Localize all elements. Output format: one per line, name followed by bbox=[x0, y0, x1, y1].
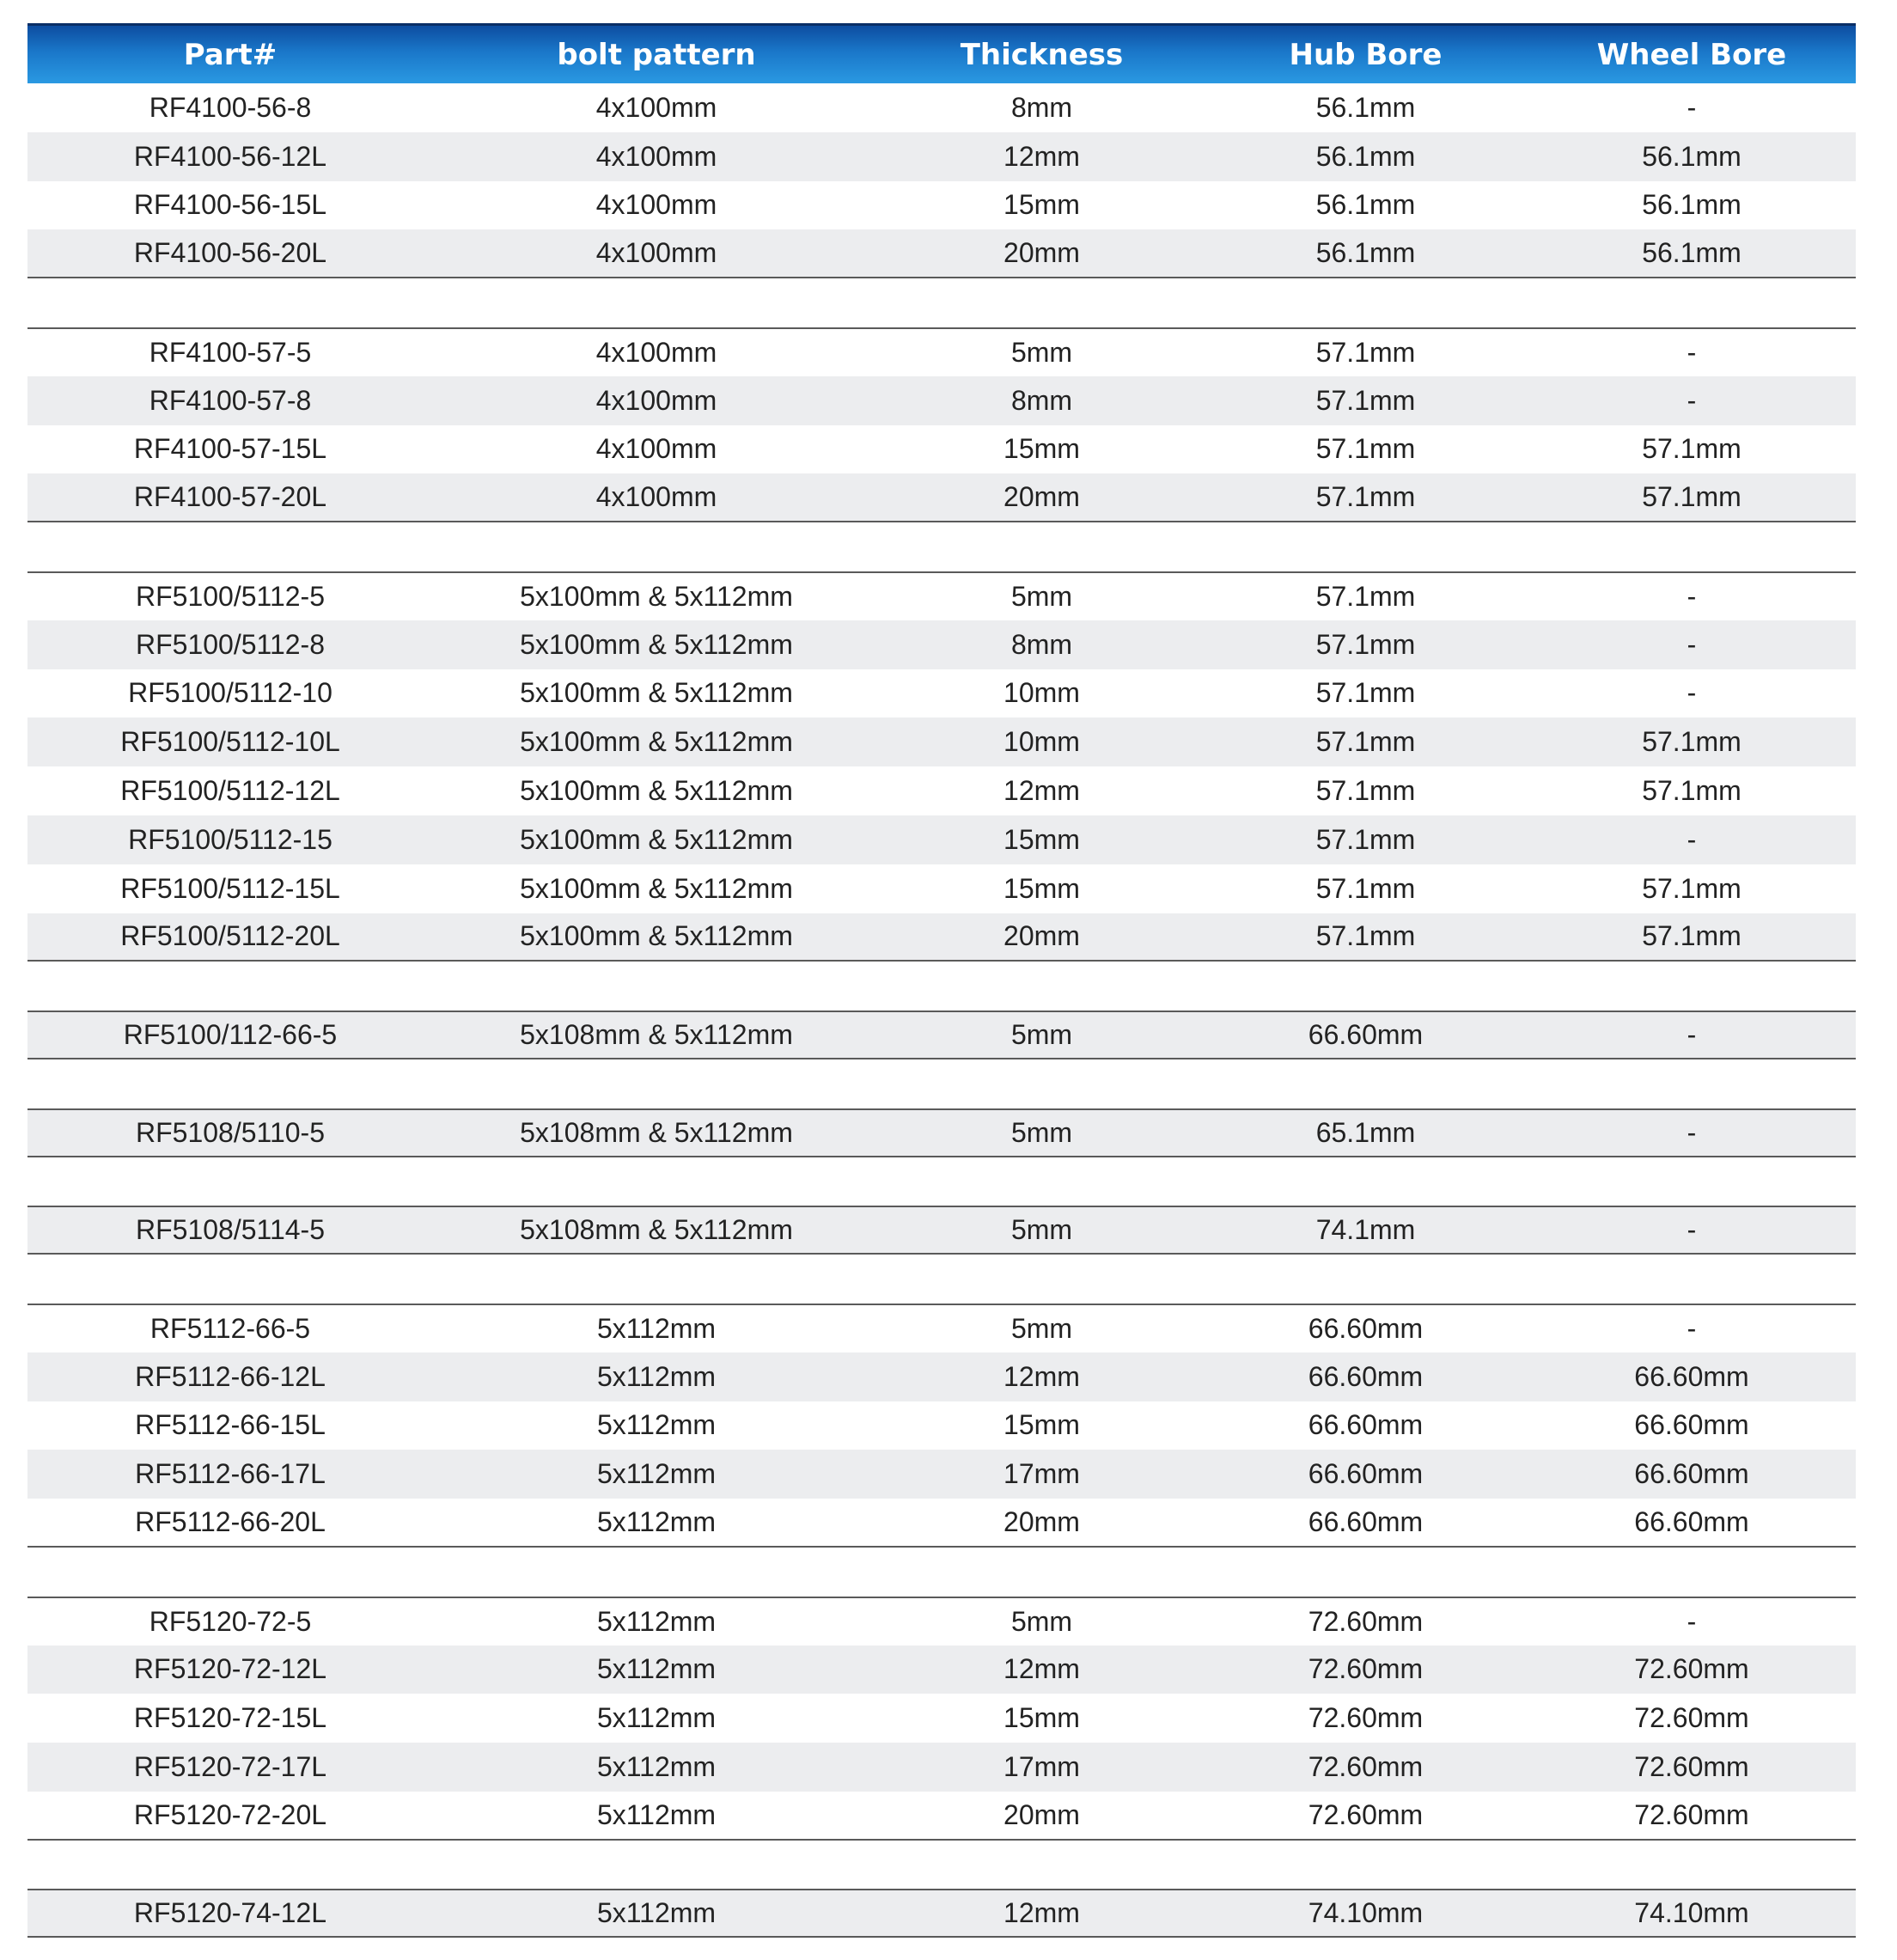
cell-part: RF4100-56-15L bbox=[133, 189, 327, 221]
group-separator bbox=[27, 1548, 1856, 1597]
cell-hub-bore: 56.1mm bbox=[1315, 91, 1416, 123]
table-row bbox=[27, 327, 1856, 376]
cell-bolt-pattern: 5x112mm bbox=[596, 1458, 717, 1490]
table-row bbox=[27, 913, 1856, 962]
cell-wheel-bore: 72.60mm bbox=[1634, 1750, 1749, 1782]
cell-bolt-pattern: 5x112mm bbox=[596, 1798, 717, 1830]
table-row bbox=[27, 132, 1856, 181]
cell-bolt-pattern: 5x108mm & 5x112mm bbox=[520, 1116, 793, 1148]
cell-hub-bore: 66.60mm bbox=[1308, 1312, 1424, 1344]
column-header-wheel-bore: Wheel Bore bbox=[1596, 37, 1787, 72]
cell-bolt-pattern: 4x100mm bbox=[595, 384, 717, 416]
cell-bolt-pattern: 5x100mm & 5x112mm bbox=[520, 726, 793, 758]
cell-part: RF5100/5112-15L bbox=[120, 872, 340, 904]
cell-thickness: 15mm bbox=[1003, 872, 1080, 904]
table-row bbox=[27, 864, 1856, 913]
table-row bbox=[27, 1694, 1856, 1743]
cell-wheel-bore: - bbox=[1687, 1312, 1697, 1344]
cell-part: RF4100-57-20L bbox=[133, 481, 327, 513]
cell-bolt-pattern: 5x112mm bbox=[596, 1605, 717, 1637]
cell-bolt-pattern: 5x100mm & 5x112mm bbox=[520, 580, 793, 612]
cell-thickness: 5mm bbox=[1010, 1312, 1073, 1344]
cell-hub-bore: 57.1mm bbox=[1315, 433, 1416, 465]
cell-bolt-pattern: 4x100mm bbox=[595, 481, 717, 513]
cell-wheel-bore: - bbox=[1687, 1116, 1697, 1148]
cell-thickness: 15mm bbox=[1003, 189, 1080, 221]
cell-thickness: 15mm bbox=[1003, 1409, 1080, 1441]
cell-part: RF5112-66-15L bbox=[135, 1409, 326, 1441]
table-row bbox=[27, 376, 1856, 425]
cell-part: RF5100/5112-15 bbox=[128, 823, 332, 855]
cell-part: RF5100/5112-10 bbox=[128, 677, 332, 709]
cell-bolt-pattern: 5x112mm bbox=[596, 1653, 717, 1685]
cell-wheel-bore: 57.1mm bbox=[1642, 872, 1741, 904]
cell-hub-bore: 57.1mm bbox=[1315, 677, 1416, 709]
table-row bbox=[27, 669, 1856, 718]
column-header-bolt-pattern: bolt pattern bbox=[557, 37, 756, 72]
cell-thickness: 5mm bbox=[1010, 1214, 1073, 1246]
cell-bolt-pattern: 5x112mm bbox=[596, 1702, 717, 1734]
cell-wheel-bore: - bbox=[1687, 677, 1697, 709]
cell-wheel-bore: 57.1mm bbox=[1642, 775, 1741, 807]
cell-bolt-pattern: 4x100mm bbox=[595, 336, 717, 368]
cell-part: RF5112-66-20L bbox=[135, 1506, 326, 1537]
cell-hub-bore: 72.60mm bbox=[1308, 1605, 1424, 1637]
cell-thickness: 17mm bbox=[1003, 1750, 1080, 1782]
table-row bbox=[27, 1792, 1856, 1841]
cell-part: RF5112-66-5 bbox=[149, 1312, 311, 1344]
cell-bolt-pattern: 5x108mm & 5x112mm bbox=[520, 1214, 793, 1246]
table-row bbox=[27, 1743, 1856, 1792]
cell-hub-bore: 56.1mm bbox=[1315, 140, 1416, 172]
cell-wheel-bore: 56.1mm bbox=[1642, 237, 1741, 269]
cell-bolt-pattern: 4x100mm bbox=[595, 140, 717, 172]
table-row bbox=[27, 1401, 1856, 1450]
cell-thickness: 12mm bbox=[1003, 1897, 1080, 1929]
cell-bolt-pattern: 4x100mm bbox=[595, 237, 717, 269]
cell-part: RF5100/5112-8 bbox=[136, 628, 325, 660]
cell-thickness: 12mm bbox=[1003, 140, 1080, 172]
cell-part: RF5100/5112-5 bbox=[136, 580, 325, 612]
table-row bbox=[27, 181, 1856, 230]
cell-bolt-pattern: 5x112mm bbox=[596, 1750, 717, 1782]
cell-thickness: 10mm bbox=[1003, 726, 1080, 758]
cell-wheel-bore: - bbox=[1687, 384, 1697, 416]
cell-part: RF5108/5114-5 bbox=[136, 1214, 325, 1246]
cell-wheel-bore: 72.60mm bbox=[1634, 1653, 1749, 1685]
cell-bolt-pattern: 5x100mm & 5x112mm bbox=[520, 628, 793, 660]
group-separator bbox=[27, 1841, 1856, 1890]
cell-hub-bore: 72.60mm bbox=[1308, 1798, 1424, 1830]
cell-thickness: 5mm bbox=[1010, 1605, 1073, 1637]
cell-hub-bore: 57.1mm bbox=[1315, 580, 1416, 612]
cell-wheel-bore: 57.1mm bbox=[1642, 433, 1741, 465]
cell-bolt-pattern: 4x100mm bbox=[595, 189, 717, 221]
group-separator bbox=[27, 522, 1856, 571]
table-row bbox=[27, 1108, 1856, 1157]
cell-thickness: 5mm bbox=[1010, 1116, 1073, 1148]
cell-thickness: 12mm bbox=[1003, 1360, 1080, 1392]
cell-part: RF5100/5112-20L bbox=[120, 920, 340, 952]
cell-hub-bore: 66.60mm bbox=[1308, 1409, 1424, 1441]
cell-bolt-pattern: 5x112mm bbox=[596, 1506, 717, 1537]
table-row bbox=[27, 766, 1856, 815]
cell-hub-bore: 57.1mm bbox=[1315, 726, 1416, 758]
cell-part: RF4100-57-15L bbox=[133, 433, 327, 465]
table-row bbox=[27, 1499, 1856, 1548]
cell-bolt-pattern: 5x100mm & 5x112mm bbox=[520, 677, 793, 709]
cell-wheel-bore: - bbox=[1687, 1214, 1697, 1246]
cell-hub-bore: 66.60mm bbox=[1308, 1458, 1424, 1490]
table-row bbox=[27, 229, 1856, 278]
cell-part: RF5120-72-12L bbox=[133, 1653, 327, 1685]
cell-part: RF5120-72-17L bbox=[133, 1750, 327, 1782]
table-row bbox=[27, 1206, 1856, 1255]
cell-thickness: 5mm bbox=[1010, 580, 1073, 612]
cell-wheel-bore: 56.1mm bbox=[1642, 140, 1741, 172]
cell-wheel-bore: 66.60mm bbox=[1634, 1360, 1749, 1392]
table-row bbox=[27, 1646, 1856, 1694]
table-row bbox=[27, 1889, 1856, 1938]
table-row bbox=[27, 717, 1856, 766]
cell-wheel-bore: - bbox=[1687, 336, 1697, 368]
table-header bbox=[27, 23, 1856, 83]
cell-hub-bore: 72.60mm bbox=[1308, 1750, 1424, 1782]
group-separator bbox=[27, 1255, 1856, 1304]
table-row bbox=[27, 1352, 1856, 1401]
cell-wheel-bore: 66.60mm bbox=[1634, 1506, 1749, 1537]
cell-bolt-pattern: 5x100mm & 5x112mm bbox=[520, 823, 793, 855]
cell-wheel-bore: - bbox=[1687, 1019, 1697, 1051]
cell-hub-bore: 57.1mm bbox=[1315, 336, 1416, 368]
cell-hub-bore: 74.1mm bbox=[1315, 1214, 1416, 1246]
cell-wheel-bore: - bbox=[1687, 1605, 1697, 1637]
cell-thickness: 8mm bbox=[1010, 384, 1073, 416]
cell-thickness: 20mm bbox=[1003, 1506, 1080, 1537]
cell-thickness: 8mm bbox=[1010, 91, 1073, 123]
cell-wheel-bore: 57.1mm bbox=[1642, 920, 1741, 952]
cell-hub-bore: 74.10mm bbox=[1308, 1897, 1424, 1929]
cell-hub-bore: 66.60mm bbox=[1308, 1360, 1424, 1392]
table-row bbox=[27, 473, 1856, 522]
cell-wheel-bore: 57.1mm bbox=[1642, 726, 1741, 758]
cell-thickness: 20mm bbox=[1003, 1798, 1080, 1830]
cell-hub-bore: 57.1mm bbox=[1315, 384, 1416, 416]
cell-wheel-bore: 57.1mm bbox=[1642, 481, 1741, 513]
column-header-thickness: Thickness bbox=[960, 37, 1124, 72]
cell-hub-bore: 65.1mm bbox=[1315, 1116, 1416, 1148]
cell-part: RF4100-57-5 bbox=[149, 336, 312, 368]
cell-bolt-pattern: 5x100mm & 5x112mm bbox=[520, 872, 793, 904]
cell-part: RF5100/5112-10L bbox=[120, 726, 340, 758]
cell-bolt-pattern: 5x112mm bbox=[596, 1360, 717, 1392]
cell-bolt-pattern: 5x108mm & 5x112mm bbox=[520, 1019, 793, 1051]
cell-wheel-bore: - bbox=[1687, 91, 1697, 123]
cell-wheel-bore: - bbox=[1687, 628, 1697, 660]
cell-wheel-bore: 72.60mm bbox=[1634, 1702, 1749, 1734]
group-separator bbox=[27, 1157, 1856, 1206]
group-separator bbox=[27, 278, 1856, 327]
cell-hub-bore: 56.1mm bbox=[1315, 237, 1416, 269]
cell-hub-bore: 57.1mm bbox=[1315, 481, 1416, 513]
cell-thickness: 12mm bbox=[1003, 1653, 1080, 1685]
cell-thickness: 20mm bbox=[1003, 920, 1080, 952]
table-row bbox=[27, 1304, 1856, 1352]
table-row bbox=[27, 815, 1856, 864]
table-row bbox=[27, 1597, 1856, 1646]
cell-hub-bore: 57.1mm bbox=[1315, 628, 1416, 660]
cell-thickness: 20mm bbox=[1003, 481, 1080, 513]
cell-bolt-pattern: 4x100mm bbox=[595, 91, 717, 123]
cell-part: RF5120-72-5 bbox=[149, 1605, 312, 1637]
table-row bbox=[27, 83, 1856, 132]
column-header-part: Part# bbox=[183, 37, 278, 72]
cell-hub-bore: 57.1mm bbox=[1315, 872, 1416, 904]
cell-part: RF5112-66-17L bbox=[135, 1458, 326, 1490]
table-row bbox=[27, 571, 1856, 620]
column-header-hub-bore: Hub Bore bbox=[1289, 37, 1443, 72]
cell-thickness: 8mm bbox=[1010, 628, 1073, 660]
table-body bbox=[27, 83, 1856, 1938]
table-row bbox=[27, 1011, 1856, 1059]
cell-hub-bore: 57.1mm bbox=[1315, 775, 1416, 807]
cell-bolt-pattern: 5x112mm bbox=[596, 1897, 717, 1929]
cell-thickness: 15mm bbox=[1003, 433, 1080, 465]
cell-part: RF4100-56-8 bbox=[149, 91, 312, 123]
cell-part: RF4100-56-20L bbox=[133, 237, 327, 269]
cell-bolt-pattern: 5x112mm bbox=[596, 1312, 717, 1344]
cell-thickness: 17mm bbox=[1003, 1458, 1080, 1490]
cell-thickness: 10mm bbox=[1003, 677, 1080, 709]
cell-hub-bore: 72.60mm bbox=[1308, 1653, 1424, 1685]
cell-hub-bore: 56.1mm bbox=[1315, 189, 1416, 221]
cell-thickness: 20mm bbox=[1003, 237, 1080, 269]
cell-part: RF5120-74-12L bbox=[133, 1897, 327, 1929]
group-separator bbox=[27, 962, 1856, 1011]
table-row bbox=[27, 1450, 1856, 1499]
cell-thickness: 5mm bbox=[1010, 1019, 1073, 1051]
table-row bbox=[27, 425, 1856, 474]
cell-wheel-bore: 74.10mm bbox=[1634, 1897, 1749, 1929]
spec-table bbox=[27, 23, 1856, 1938]
cell-part: RF5100/112-66-5 bbox=[123, 1019, 338, 1051]
cell-part: RF4100-56-12L bbox=[133, 140, 327, 172]
cell-hub-bore: 72.60mm bbox=[1308, 1702, 1424, 1734]
table-row bbox=[27, 620, 1856, 669]
cell-part: RF5120-72-15L bbox=[133, 1702, 327, 1734]
cell-bolt-pattern: 4x100mm bbox=[595, 433, 717, 465]
cell-part: RF5100/5112-12L bbox=[120, 775, 340, 807]
cell-wheel-bore: 66.60mm bbox=[1634, 1409, 1749, 1441]
cell-part: RF5120-72-20L bbox=[133, 1798, 327, 1830]
cell-thickness: 15mm bbox=[1003, 1702, 1080, 1734]
cell-bolt-pattern: 5x100mm & 5x112mm bbox=[520, 920, 793, 952]
cell-wheel-bore: - bbox=[1687, 580, 1697, 612]
cell-thickness: 12mm bbox=[1003, 775, 1080, 807]
cell-part: RF4100-57-8 bbox=[149, 384, 312, 416]
cell-hub-bore: 57.1mm bbox=[1315, 920, 1416, 952]
cell-hub-bore: 66.60mm bbox=[1308, 1506, 1424, 1537]
cell-thickness: 5mm bbox=[1010, 336, 1073, 368]
group-separator bbox=[27, 1059, 1856, 1108]
cell-hub-bore: 57.1mm bbox=[1315, 823, 1416, 855]
cell-hub-bore: 66.60mm bbox=[1308, 1019, 1424, 1051]
cell-wheel-bore: 66.60mm bbox=[1634, 1458, 1749, 1490]
cell-wheel-bore: 72.60mm bbox=[1634, 1798, 1749, 1830]
cell-wheel-bore: 56.1mm bbox=[1642, 189, 1741, 221]
cell-thickness: 15mm bbox=[1003, 823, 1080, 855]
cell-bolt-pattern: 5x112mm bbox=[596, 1409, 717, 1441]
cell-part: RF5112-66-12L bbox=[135, 1360, 326, 1392]
cell-part: RF5108/5110-5 bbox=[136, 1116, 325, 1148]
cell-bolt-pattern: 5x100mm & 5x112mm bbox=[520, 775, 793, 807]
cell-wheel-bore: - bbox=[1687, 823, 1697, 855]
